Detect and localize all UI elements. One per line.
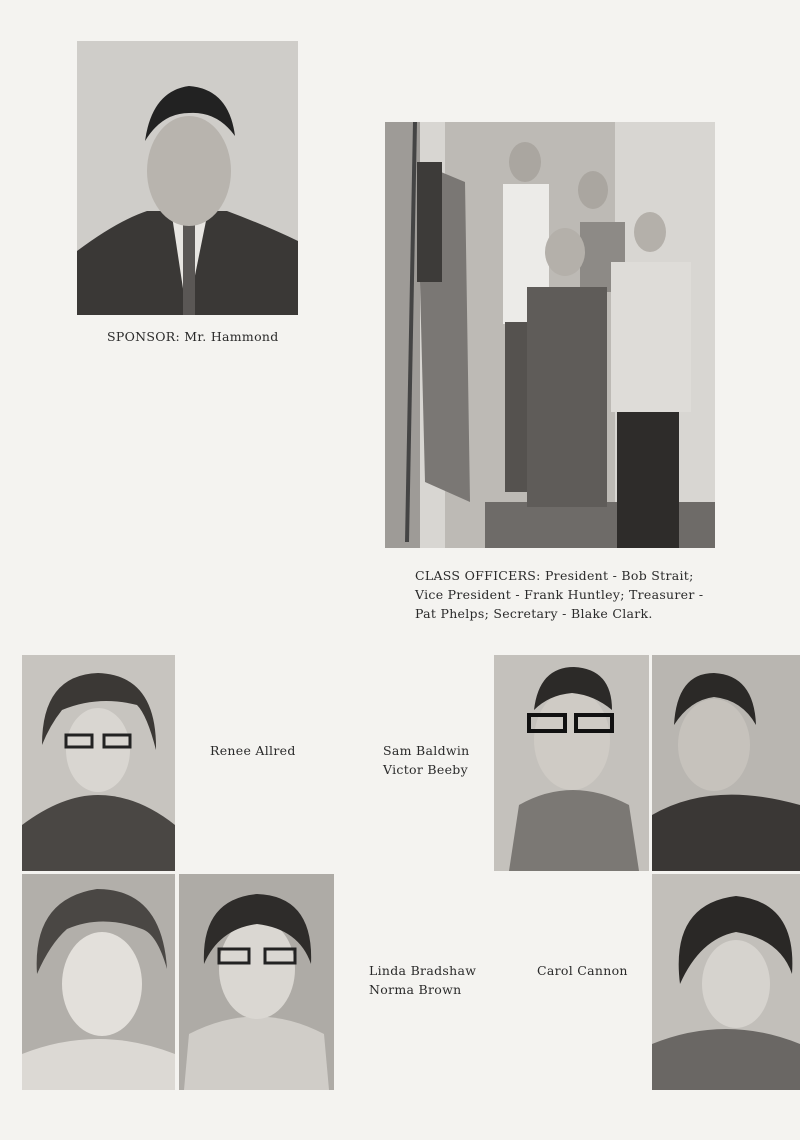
class-officers-photo	[385, 122, 715, 548]
student-name: Norma Brown	[369, 982, 462, 997]
caption-line: Pat Phelps; Secretary - Blake Clark.	[415, 606, 653, 621]
student-names	[369, 961, 476, 999]
student-portrait	[652, 874, 800, 1090]
student-name: Sam Baldwin	[383, 743, 470, 758]
student-portrait	[22, 655, 175, 871]
student-name: Victor Beeby	[383, 762, 468, 777]
student-portrait	[652, 655, 800, 871]
student-portrait	[179, 874, 334, 1090]
caption-line: CLASS OFFICERS: President - Bob Strait;	[415, 568, 694, 583]
class-officers-caption	[415, 566, 703, 623]
caption-line: Vice President - Frank Huntley; Treasurer -	[415, 587, 704, 602]
student-names	[383, 741, 470, 779]
student-portrait	[494, 655, 649, 871]
sponsor-caption: SPONSOR: Mr. Hammond	[107, 329, 279, 344]
student-name: Renee Allred	[210, 743, 296, 758]
student-name: Carol Cannon	[537, 963, 628, 978]
student-name: Linda Bradshaw	[369, 963, 477, 978]
student-portrait	[22, 874, 175, 1090]
sponsor-portrait	[77, 41, 298, 315]
